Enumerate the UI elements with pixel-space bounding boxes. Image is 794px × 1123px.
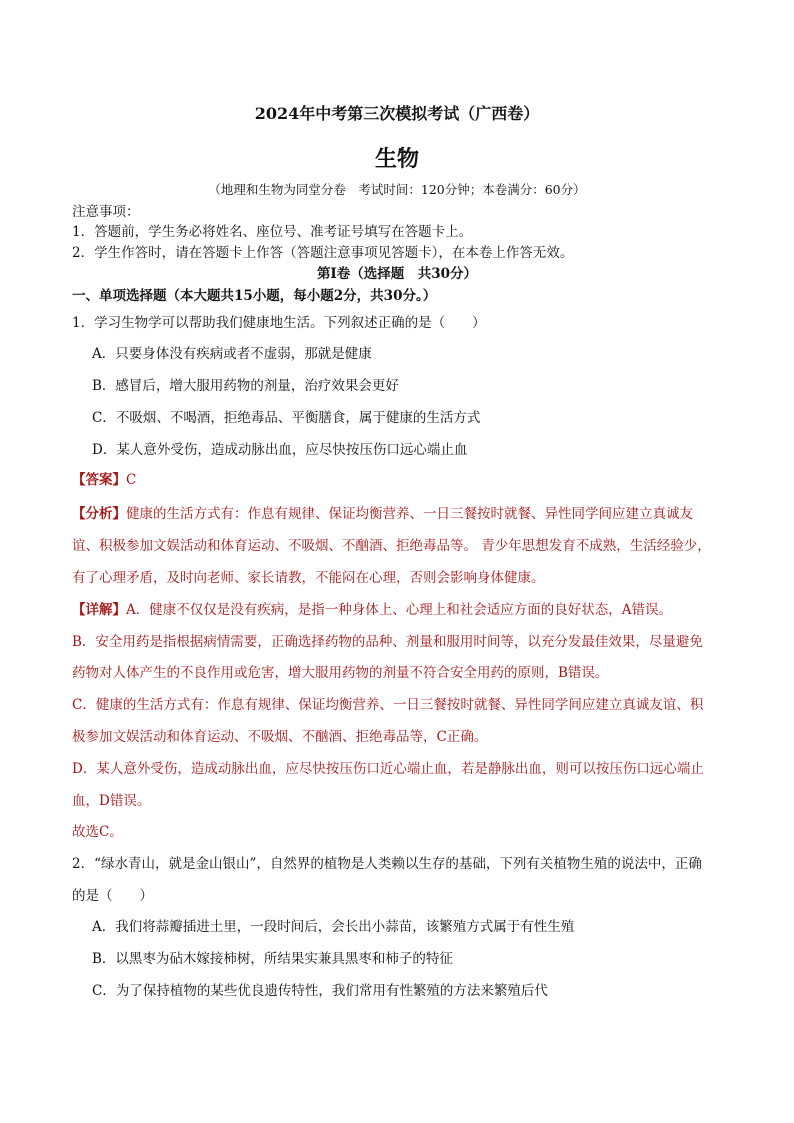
notes-heading: 注意事项：	[72, 204, 140, 220]
question-1-option-b: B．感冒后，增大服用药物的剂量，治疗效果会更好	[92, 378, 399, 394]
question-2-option-a: A．我们将蒜瓣插进土里，一段时间后，会长出小蒜苗，该繁殖方式属于有性生殖	[92, 919, 575, 935]
question-2-stem: 2．“绿水青山，就是金山银山”，自然界的植物是人类赖以生存的基础，下列有关植物生殖的说法中，正确	[72, 856, 702, 872]
exam-title: 2024年中考第三次模拟考试（广西卷）	[254, 104, 540, 123]
detail-text: C．健康的生活方式有：作息有规律、保证均衡营养、一日三餐按时就餐、异性同学间应建立真诚友谊、积	[72, 697, 704, 713]
conclusion-text: 故选C。	[72, 824, 123, 840]
subject-title: 生物	[374, 146, 419, 172]
detail-line	[72, 600, 672, 620]
detail-text: A．健康不仅仅是没有疾病，是指一种身体上、心理上和社会适应方面的良好状态，A错误。	[126, 602, 672, 618]
section-heading: 一、单项选择题（本大题共15小题，每小题2分，共30分。）	[72, 288, 437, 304]
detail-text: 极参加文娱活动和体育运动、不吸烟、不酗酒、拒绝毒品等，C正确。	[72, 729, 488, 745]
detail-text: 血，D错误。	[72, 793, 151, 809]
question-1-option-a: A．只要身体没有疾病或者不虚弱，那就是健康	[92, 346, 372, 362]
note-item: 2．学生作答时，请在答题卡上作答（答题注意事项见答题卡），在本卷上作答无效。	[72, 245, 574, 261]
question-1-stem: 1．学习生物学可以帮助我们健康地生活。下列叙述正确的是（ ）	[72, 315, 486, 331]
question-2-option-b: B．以黑枣为砧木嫁接柿树，所结果实兼具黑枣和柿子的特征	[92, 951, 453, 967]
detail-text: D．某人意外受伤，造成动脉出血，应尽快按压伤口近心端止血，若是静脉出血，则可以按压伤口远心端止	[72, 761, 704, 777]
answer-tag: 【答案】	[72, 472, 126, 488]
analysis-text: 谊、积极参加文娱活动和体育运动、不吸烟、不酗酒、拒绝毒品等。 青少年思想发育不成熟，生活经验少，	[72, 538, 711, 554]
analysis-line	[72, 504, 693, 524]
detail-text: B．安全用药是指根据病情需要，正确选择药物的品种、剂量和服用时间等，以充分发最佳效果，尽量避免	[72, 634, 703, 650]
exam-info: （地理和生物为同堂分卷 考试时间：120分钟；本卷满分：60分）	[208, 182, 586, 197]
answer-value: C	[126, 472, 137, 488]
answer-line	[72, 470, 136, 490]
analysis-tag: 【分析】	[72, 506, 126, 522]
question-2-option-c: C．为了保持植物的某些优良遗传特性，我们常用有性繁殖的方法来繁殖后代	[92, 983, 548, 999]
analysis-text: 健康的生活方式有：作息有规律、保证均衡营养、一日三餐按时就餐、异性同学间应建立真诚友	[126, 506, 693, 522]
detail-tag: 【详解】	[72, 602, 126, 618]
part-heading: 第Ⅰ卷（选择题 共30分）	[316, 266, 478, 282]
question-1-option-d: D．某人意外受伤，造成动脉出血，应尽快按压伤口远心端止血	[92, 442, 468, 458]
question-2-stem: 的是（ ）	[72, 888, 153, 904]
analysis-text: 有了心理矛盾，及时向老师、家长请教，不能闷在心理，否则会影响身体健康。	[72, 570, 545, 586]
question-1-option-c: C．不吸烟、不喝酒，拒绝毒品、平衡膳食，属于健康的生活方式	[92, 410, 481, 426]
note-item: 1．答题前，学生务必将姓名、座位号、准考证号填写在答题卡上。	[72, 224, 473, 240]
detail-text: 药物对人体产生的不良作用或危害，增大服用药物的剂量不符合安全用药的原则，B错误。	[72, 665, 609, 681]
